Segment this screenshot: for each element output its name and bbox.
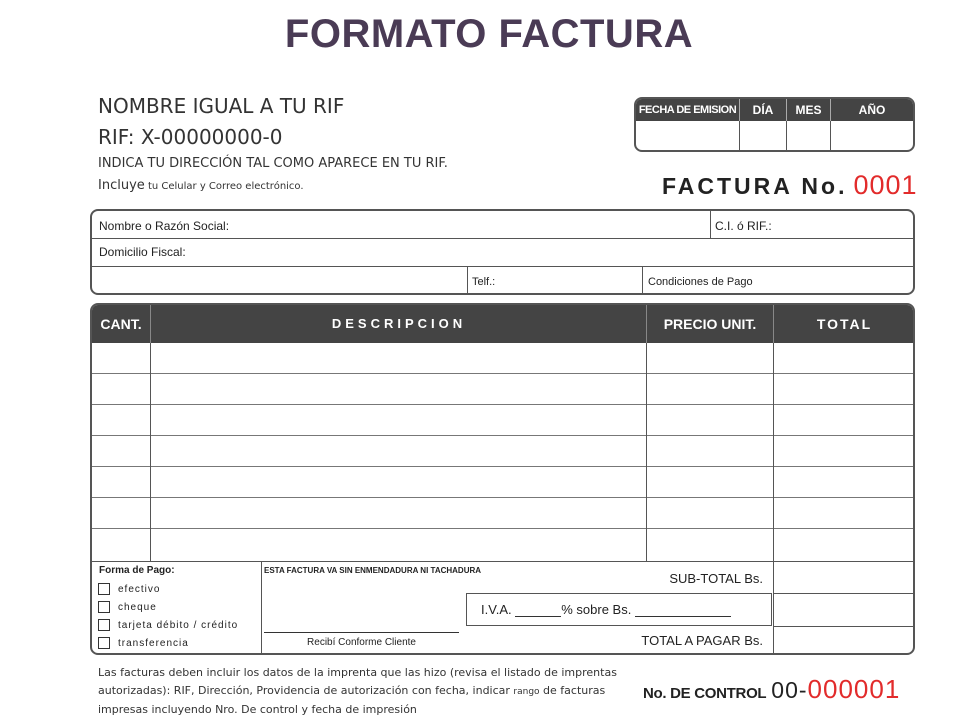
divider [642,266,643,295]
payment-option-label: efectivo [118,583,161,595]
iva-rate-field[interactable] [515,605,561,617]
payment-method-title: Forma de Pago: [99,565,175,576]
footer-note [98,664,638,719]
payment-option-transfer[interactable] [98,637,189,649]
checkbox[interactable] [98,583,110,595]
issuer-contact-rest: tu Celular y Correo electrónico. [144,181,304,192]
divider [773,626,915,627]
checkbox[interactable] [98,601,110,613]
table-row[interactable] [92,528,913,529]
items-table-header [92,305,913,343]
footer-note-text-end: de facturas impresas incluyendo Nro. De control y fecha de impresión [98,684,606,716]
invoice-number-value: 0001 [853,170,918,200]
divider [92,266,913,267]
footer-note-text: Las facturas deben incluir los datos de la imprenta que las hizo (revisa el listado de imprentas autorizadas): RIF, Dirección, Providencia de autorización con fecha, indicar [98,666,617,697]
col-qty-header: CANT. [100,316,142,332]
issuer-address: INDICA TU DIRECCIÓN TAL COMO APARECE EN TU RIF. [98,156,448,171]
total-to-pay-label: TOTAL A PAGAR Bs. [641,633,763,648]
invoice-number-label: FACTURA No. [662,173,848,199]
payment-option-cash[interactable] [98,583,160,595]
checkbox[interactable] [98,619,110,631]
col-total-header: TOTAL [816,316,873,332]
page-title: FORMATO FACTURA [284,12,694,56]
control-number-prefix: 00- [771,677,808,703]
client-phone-field[interactable]: Telf.: [472,276,496,288]
table-row[interactable] [92,404,913,405]
divider [261,561,262,655]
issue-date-box [634,97,915,152]
signature-line[interactable] [264,632,459,633]
table-row[interactable] [92,497,913,498]
signature-label: Recibí Conforme Cliente [307,637,416,648]
client-name-field[interactable]: Nombre o Razón Social: [99,219,230,233]
no-erasure-notice: ESTA FACTURA VA SIN ENMENDADURA NI TACHADURA [264,566,482,575]
issue-date-fields [636,121,913,152]
table-row[interactable] [92,561,913,562]
date-day-label: DÍA [740,99,787,121]
date-year-field[interactable] [831,121,913,152]
payment-option-label: tarjeta débito / crédito [118,619,239,631]
iva-mid-label: % sobre Bs. [561,602,632,617]
divider [150,343,151,561]
payment-option-check[interactable] [98,601,157,613]
control-number-label: No. DE CONTROL [643,685,767,702]
divider [92,238,913,239]
iva-box [466,593,772,626]
table-row[interactable] [92,466,913,467]
divider [646,343,647,561]
divider [773,343,774,655]
table-row[interactable] [92,435,913,436]
issuer-contact-prefix: Incluye [98,178,145,193]
divider [467,266,468,295]
control-number [643,674,900,705]
issue-date-header [636,99,913,121]
footer-note-small: rango [513,687,540,697]
client-box [90,209,915,295]
date-blank-cell[interactable] [636,121,740,152]
payment-terms-field[interactable]: Condiciones de Pago [648,276,753,288]
divider [150,305,151,343]
iva-label: I.V.A. [481,602,512,617]
payment-option-label: transferencia [118,637,189,649]
subtotal-label: SUB-TOTAL Bs. [669,571,763,586]
iva-line [481,602,731,617]
table-row[interactable] [92,373,913,374]
divider [773,593,915,594]
payment-option-label: cheque [118,601,157,613]
col-unit-price-header: PRECIO UNIT. [663,316,757,332]
divider [710,211,711,238]
client-address-field[interactable]: Domicilio Fiscal: [99,245,186,259]
col-desc-header: DESCRIPCION [331,316,467,331]
divider [773,305,774,343]
iva-base-field[interactable] [635,605,731,617]
issuer-rif: RIF: X-00000000-0 [98,125,283,149]
date-year-label: AÑO [858,103,886,117]
payment-option-card[interactable] [98,619,238,631]
divider [646,305,647,343]
issuer-contact [98,178,304,193]
date-month-label: MES [787,99,831,121]
date-month-field[interactable] [787,121,831,152]
client-id-field[interactable]: C.I. ó RIF.: [715,219,772,233]
items-table [90,303,915,655]
checkbox[interactable] [98,637,110,649]
date-day-field[interactable] [740,121,787,152]
invoice-number [662,170,918,201]
issue-date-label: FECHA DE EMISION [636,99,740,121]
issuer-name: NOMBRE IGUAL A TU RIF [98,94,345,118]
control-number-value: 000001 [807,674,901,704]
